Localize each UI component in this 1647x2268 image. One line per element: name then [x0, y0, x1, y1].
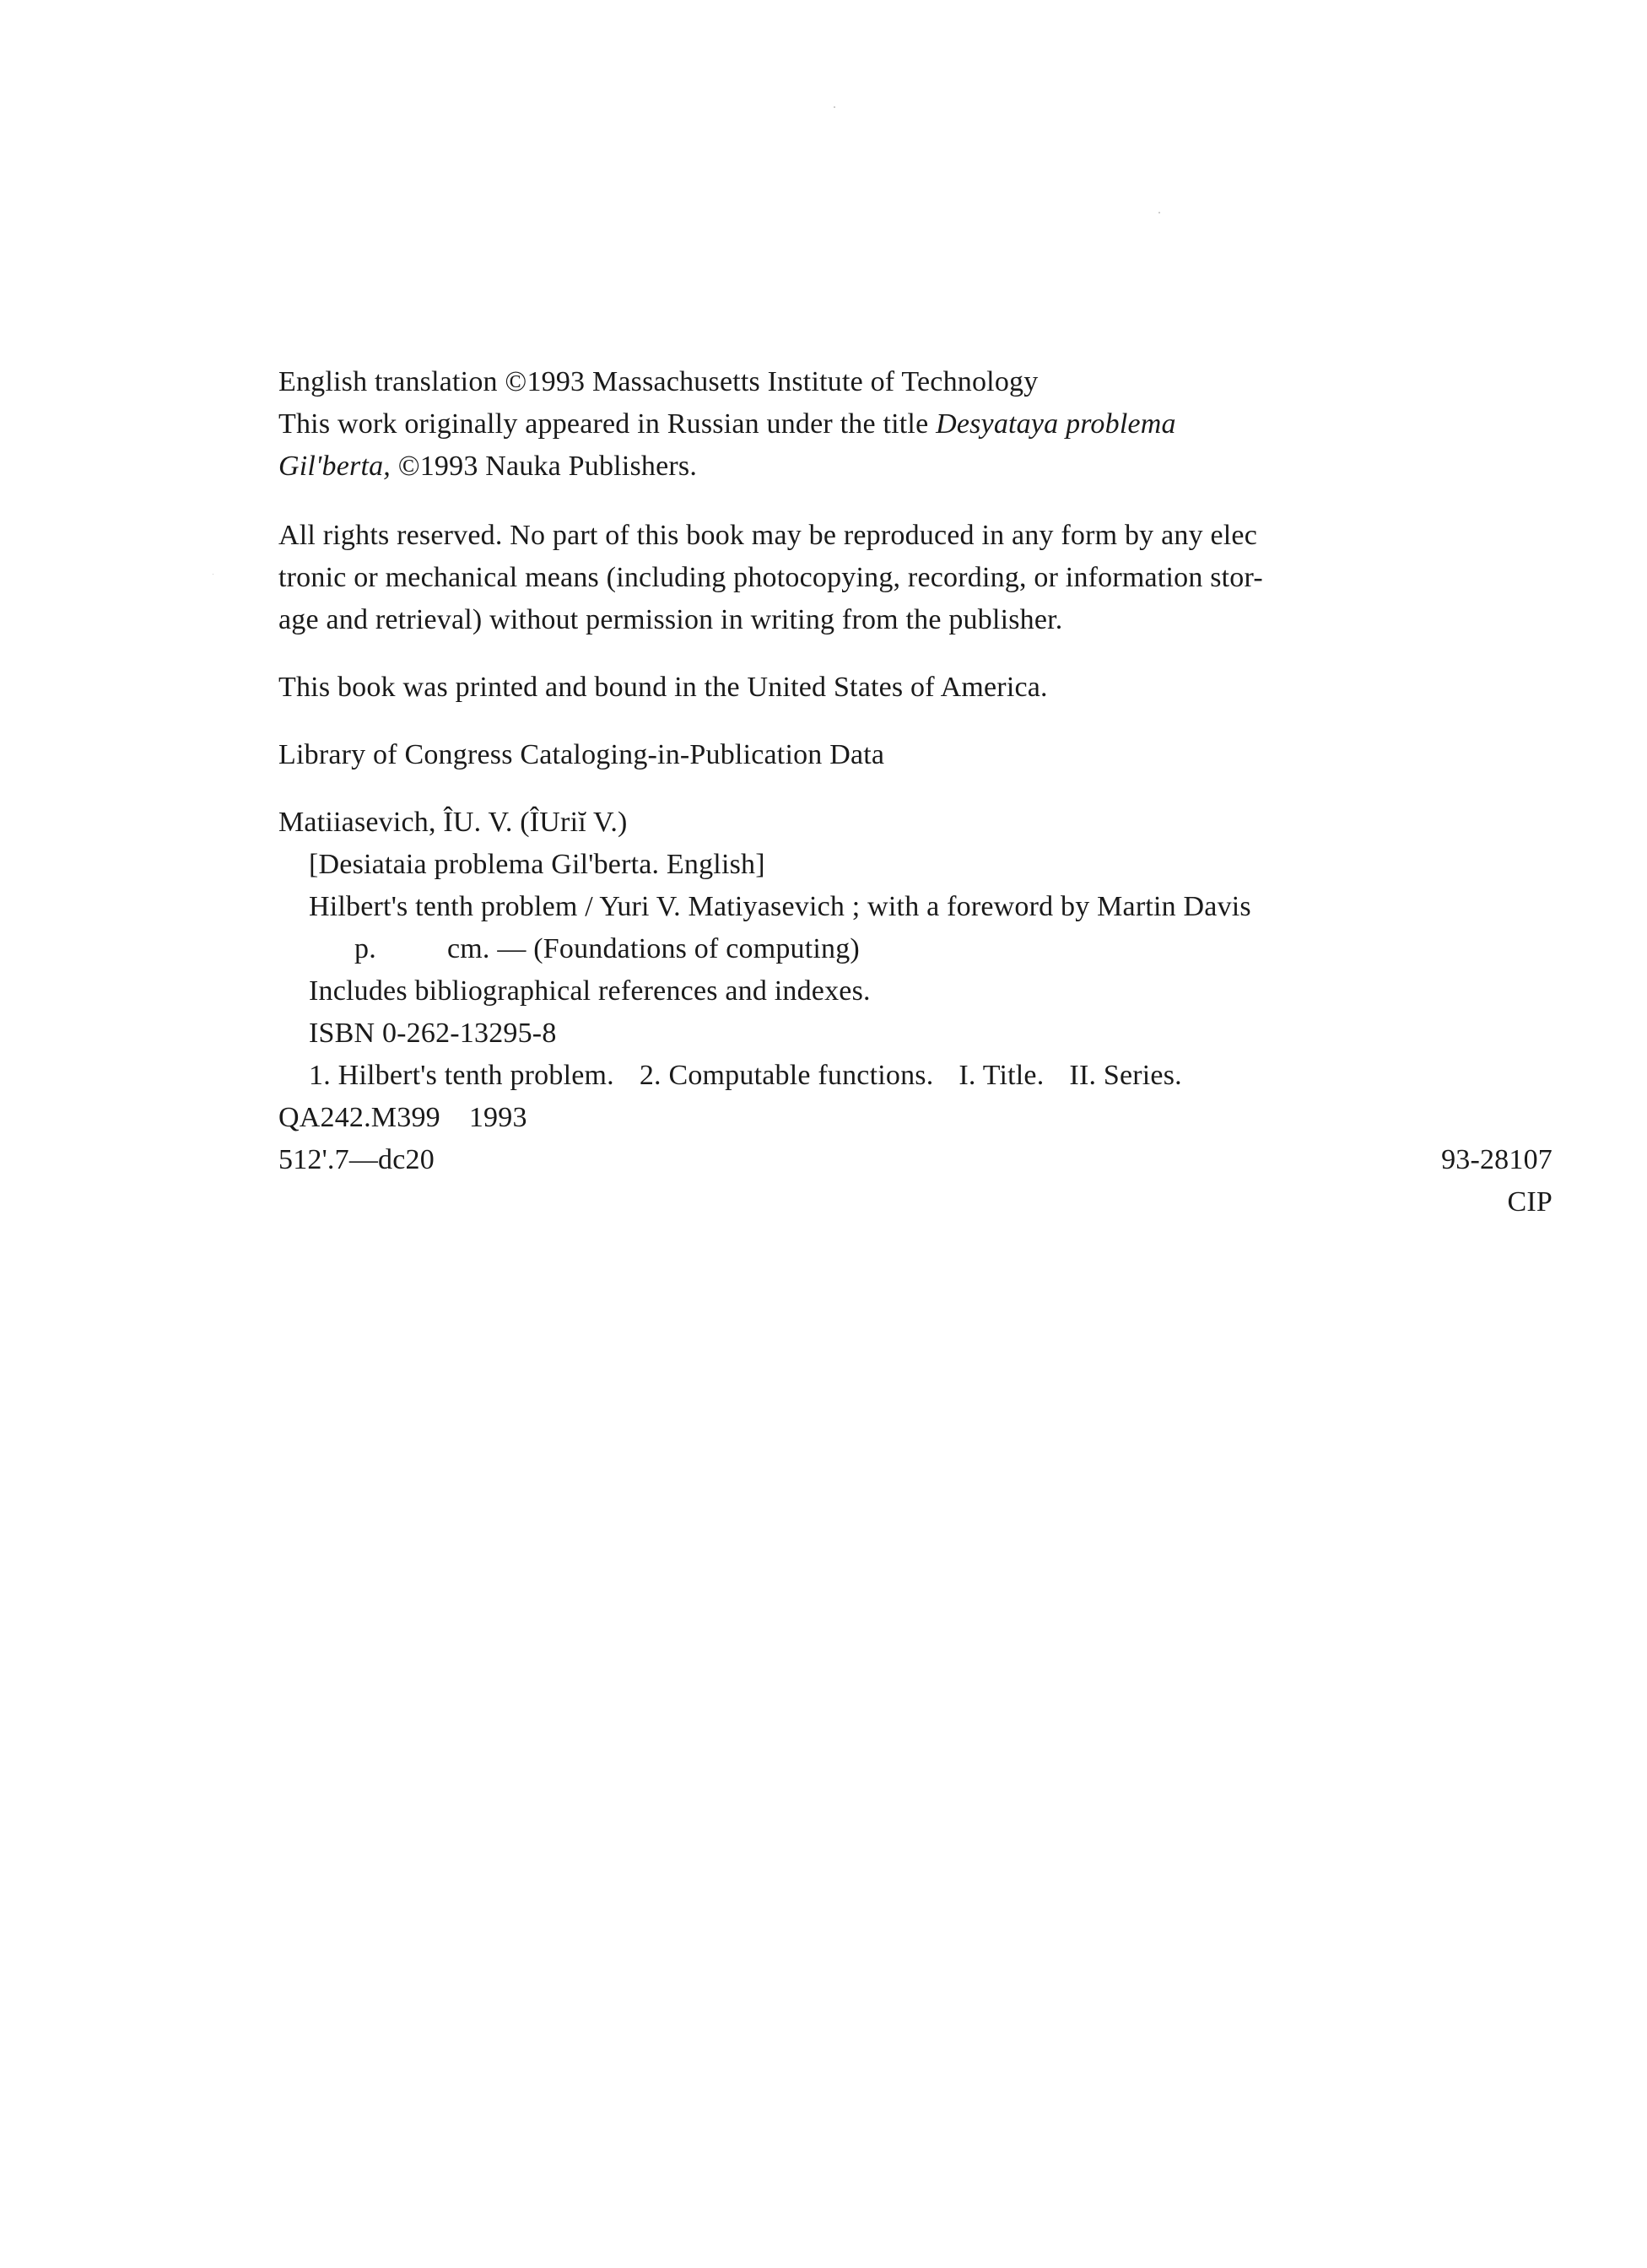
cip-subject-2: 2. Computable functions. [639, 1060, 934, 1091]
cip-author: Matiiasevich, ÎU. V. (ÎUriĭ V.) [278, 807, 628, 838]
page-content [278, 361, 1552, 1223]
original-title-italic: Desyataya problema [936, 408, 1176, 440]
original-title-line [278, 403, 1544, 446]
cip-subject-3: I. Title. [958, 1060, 1045, 1091]
rights-block [278, 515, 1544, 641]
cip-title-statement: Hilbert's tenth problem / Yuri V. Matiyasevich ; with a foreword by Martin Davis [309, 891, 1251, 922]
cip-heading-block [278, 734, 1544, 776]
original-appeared-text: This work originally appeared in Russian under the title [278, 408, 937, 440]
original-title-italic-cont: Gil'berta, [278, 451, 391, 482]
cip-series-note: cm. — (Foundations of computing) [447, 933, 860, 964]
cip-notes: Includes bibliographical references and indexes. [309, 975, 871, 1007]
cip-subject-4: II. Series. [1069, 1060, 1182, 1091]
printed-statement [278, 667, 1544, 709]
cip-record [278, 802, 1552, 1223]
cip-dewey-row [278, 1139, 1552, 1181]
scan-speck [834, 106, 835, 108]
cip-isbn: ISBN 0-262-13295-8 [309, 1018, 557, 1049]
cip-uniform-title: [Desiataia problema Gil'berta. English] [309, 849, 765, 880]
rights-line-1: All rights reserved. No part of this book may be reproduced in any form by any elec [278, 520, 1257, 551]
copyright-block [278, 361, 1544, 488]
cip-lc-class: QA242.M399 [278, 1102, 440, 1133]
cip-lccn: 93-28107 [1441, 1144, 1552, 1175]
rights-line-3: age and retrieval) without permission in writing from the publisher. [278, 604, 1063, 635]
original-copyright-line [278, 446, 1544, 488]
cip-dewey: 512'.7—dc20 [278, 1144, 435, 1175]
printed-line: This book was printed and bound in the United States of America. [278, 672, 1048, 703]
cip-heading: Library of Congress Cataloging-in-Publication Data [278, 739, 885, 770]
cip-lc-year: 1993 [468, 1102, 527, 1133]
cip-physical-description [278, 928, 1544, 970]
cip-subject-1: 1. Hilbert's tenth problem. [309, 1060, 614, 1091]
cip-subjects [278, 1055, 1544, 1097]
nauka-copyright-text: ©1993 Nauka Publishers. [391, 451, 698, 482]
cip-pages-abbrev: p. [354, 933, 376, 964]
scan-speck [1158, 212, 1160, 213]
cip-mark: CIP [1507, 1186, 1552, 1218]
rights-line-2: tronic or mechanical means (including photocopying, recording, or information stor- [278, 562, 1263, 593]
translation-copyright-line: English translation ©1993 Massachusetts Institute of Technology [278, 366, 1039, 397]
cip-lc-classification [278, 1097, 1544, 1139]
